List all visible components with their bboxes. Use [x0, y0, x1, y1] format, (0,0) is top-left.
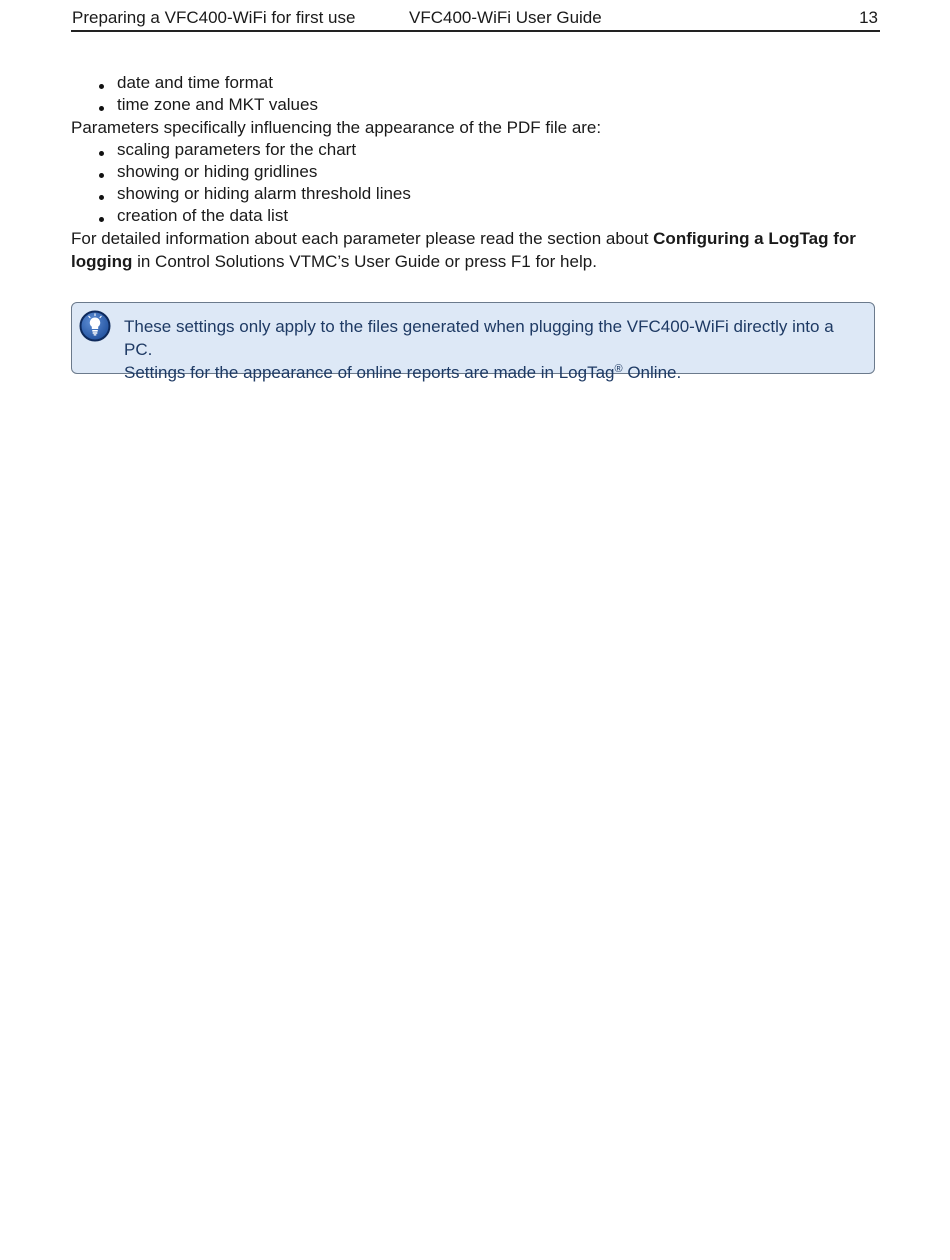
section-reference: Configuring a LogTag for logging — [71, 229, 856, 271]
note-text — [124, 315, 864, 384]
note-line-2-end: Online. — [622, 363, 682, 382]
paragraph-details — [71, 227, 883, 273]
bullet-list-pdf — [71, 139, 883, 227]
registered-mark: ® — [614, 363, 623, 375]
lightbulb-icon — [79, 310, 111, 342]
list-item: creation of the data list — [71, 205, 883, 227]
details-text-before: For detailed information about each parameter please read the section about — [71, 229, 654, 248]
note-line-2-start: Settings for the appearance of online reports are made in LogTag — [124, 363, 615, 382]
tip-note-box — [71, 302, 875, 382]
page-number: 13 — [859, 8, 878, 27]
header-guide-title: VFC400-WiFi User Guide — [409, 8, 602, 27]
details-text-after: in Control Solutions VTMC’s User Guide or press F1 for help. — [132, 252, 597, 271]
list-item: scaling parameters for the chart — [71, 139, 883, 161]
note-line-1: These settings only apply to the files generated when plugging the VFC400-WiFi directly into a PC. — [124, 317, 834, 359]
header-section-title: Preparing a VFC400-WiFi for first use — [72, 8, 356, 27]
paragraph-pdf-intro: Parameters specifically influencing the appearance of the PDF file are: — [71, 118, 602, 137]
list-item: time zone and MKT values — [71, 94, 883, 116]
list-item: showing or hiding gridlines — [71, 161, 883, 183]
list-item: date and time format — [71, 72, 883, 94]
list-item: showing or hiding alarm threshold lines — [71, 183, 883, 205]
page-header — [71, 4, 880, 32]
page-content — [71, 72, 883, 273]
bullet-list-general — [71, 72, 883, 116]
